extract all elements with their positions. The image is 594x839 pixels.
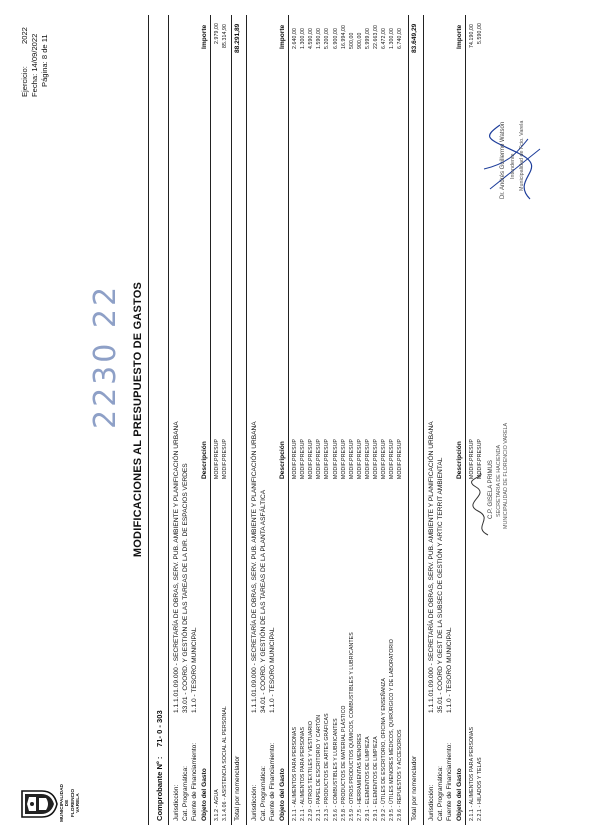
fuente-value: 1.1.0 - TESORO MUNICIPAL [446,627,453,713]
row-importe: 6.900,00 [332,28,339,49]
row-importe: 1.300,00 [300,28,307,49]
signatory-left-name: C.P. GISELA PRIMUS [488,460,494,519]
row-descripcion: MODIF.PRESUP [316,438,323,479]
row-importe: 16.994,00 [340,25,347,49]
descripcion-header: Descripción [201,441,208,479]
fuente-value: 1.1.0 - TESORO MUNICIPAL [191,627,198,713]
total-value: 88.291,89 [234,23,241,53]
row-importe: 2.979,00 [214,23,220,44]
row-objeto: 3.1.2 - AGUA [214,789,220,821]
fecha-text: Fecha: 14/09/2022 [30,33,39,97]
municipal-crest-icon [20,789,58,819]
total-label: Total por nomenclador [234,755,241,821]
pagina-text: Página: 8 de 11 [40,34,49,87]
row-objeto: 2.9.1 - ELEMENTOS DE LIMPIEZA [364,736,371,821]
jurisdiccion-value: 1.1.1.01.09.000 - SECRETARÍA DE OBRAS, SERV. PUB. AMBIENTE Y PLANIFICACIÓN URBANA [173,421,180,713]
jurisdiccion-value: 1.1.1.01.09.000 - SECRETARÍA DE OBRAS, SERV. PUB. AMBIENTE Y PLANIFICACIÓN URBANA [251,421,258,713]
ejercicio-value: 2022 [20,27,29,44]
table-header-divider [288,15,289,825]
row-importe: 1.590,00 [316,28,323,49]
cat-programatica-label: Cat. Programática: [437,766,444,821]
signatory-right-institution: Municipalidad de Fcio. Varela [519,120,525,191]
cat-programatica-value: 33.01 - COORD. Y GESTIÓN DE LAS TAREAS DE LA DIR. DE ESPACIOS VERDES [182,463,189,713]
row-importe: 85.314,90 [222,24,228,48]
row-objeto: 2.1.1 - ALIMENTOS PARA PERSONAS [469,726,475,821]
row-descripcion: MODIF.PRESUP [356,438,363,479]
row-objeto: 2.9.1 - ELEMENTOS DE LIMPIEZA [373,736,379,821]
row-objeto: 2.9.5 - ÚTILES MENORES MÉDICOS, QUIRÚRGICO Y DE LABORATORIO [389,639,396,821]
row-objeto: 2.5.6 - COMBUSTIBLES Y LUBRICANTES [332,718,339,821]
row-descripcion: MODIF.PRESUP [214,438,220,479]
row-importe: 6.740,00 [397,28,404,49]
cat-programatica-value: 34.01 - COORD. Y GESTIÓN DE LAS TAREAS DE LA PLANTA ASFÁLTICA [260,489,267,713]
row-importe: 1.300,00 [389,28,396,49]
row-descripcion: MODIF.PRESUP [300,438,307,479]
signatory-right-name: Dr. Andrés Guillermo Watson [500,121,506,199]
row-descripcion: MODIF.PRESUP [477,438,483,479]
jurisdiccion-label: Jurisdicción: [173,784,180,821]
row-objeto: 2.5.8 - PRODUCTOS DE MATERIAL PLÁSTICO [340,705,347,821]
row-descripcion: MODIF.PRESUP [308,438,315,479]
row-objeto: 2.7.5 - HERRAMIENTAS MENORES [356,733,363,821]
row-descripcion: MODIF.PRESUP [340,438,347,479]
row-importe: 22.663,00 [373,25,379,49]
row-objeto: 2.2.9 - OTROS TEXTILES Y VESTUARIO [308,721,315,821]
importe-header: Importe [201,24,208,49]
row-importe: 900,00 [356,32,363,49]
row-importe: 74.190,00 [469,24,475,48]
row-descripcion: MODIF.PRESUP [373,438,379,479]
signatory-left-role: SECRETARIA DE HACIENDA [496,444,502,517]
jurisdiccion-label: Jurisdicción: [428,784,435,821]
row-importe: 2.640,00 [292,28,298,49]
descripcion-header: Descripción [456,441,463,479]
row-importe: 6.472,00 [381,28,388,49]
row-descripcion: MODIF.PRESUP [364,438,371,479]
row-objeto: 2.5.9 - OTROS PRODUCTOS QUÍMICOS, COMBUSTIBLES Y LUBRICANTES [348,632,355,821]
row-objeto: 2.2.1 - HILADOS Y TELAS [477,757,483,821]
fuente-label: Fuente de Financiamiento: [191,742,198,821]
fuente-label: Fuente de Financiamiento: [446,742,453,821]
row-descripcion: MODIF.PRESUP [324,438,331,479]
row-descripcion: MODIF.PRESUP [222,438,228,479]
section-divider [423,15,424,825]
fuente-value: 1.1.0 - TESORO MUNICIPAL [269,627,276,713]
importe-header: Importe [279,24,286,49]
section-divider [246,15,247,825]
objeto-header: Objeto del Gasto [279,768,286,821]
signatory-right-role: Intendente [510,153,516,179]
row-importe: 4.590,00 [308,28,315,49]
header-divider [148,15,149,825]
row-objeto: 2.1.1 - ALIMENTOS PARA PERSONAS [300,726,307,821]
objeto-header: Objeto del Gasto [201,768,208,821]
row-importe: 5.200,00 [324,28,331,49]
row-importe: 5.999,00 [364,28,371,49]
page-title: MODIFICACIONES AL PRESUPUESTO DE GASTOS [132,281,144,558]
handwritten-stamp-number: 2230 22 [88,283,123,429]
descripcion-header: Descripción [279,441,286,479]
section-divider [168,15,169,825]
comprobante-value: 71- 0 - 303 [155,710,164,747]
row-importe: 5.590,00 [477,23,483,44]
row-descripcion: MODIF.PRESUP [348,438,355,479]
row-objeto: 2.3.3 - PRODUCTOS DE ARTES GRÁFICAS [324,713,331,821]
ejercicio-label: Ejercicio: [20,66,29,97]
table-header-divider [465,15,466,825]
row-objeto: 2.9.6 - REPUESTOS Y ACCESORIOS [397,729,404,821]
table-header-divider [210,15,211,825]
total-divider [231,15,232,825]
cat-programatica-value: 35.01 - COORD Y GEST DE LA SUBSEC DE GESTIÓN Y ARTIC TERRIT AMBIENTAL [437,457,444,713]
comprobante-label: Comprobante Nº : [155,756,164,821]
fuente-label: Fuente de Financiamiento: [269,742,276,821]
row-descripcion: MODIF.PRESUP [389,438,396,479]
cat-programatica-label: Cat. Programática: [182,766,189,821]
row-objeto: 3.1.4.06 - ASISTENCIA SOCIAL AL PERSONAL [222,706,228,821]
objeto-header: Objeto del Gasto [456,768,463,821]
row-descripcion: MODIF.PRESUP [292,438,298,479]
total-divider [408,15,409,825]
total-value: 83.649,29 [411,23,418,53]
importe-header: Importe [456,24,463,49]
municipality-name [60,781,82,825]
row-objeto: 2.1.1 - ALIMENTOS PARA PERSONAS [292,726,298,821]
row-descripcion: MODIF.PRESUP [332,438,339,479]
jurisdiccion-label: Jurisdicción: [251,784,258,821]
jurisdiccion-value: 1.1.1.01.09.000 - SECRETARÍA DE OBRAS, SERV. PUB. AMBIENTE Y PLANIFICACIÓN URBANA [428,421,435,713]
municipality-name-line: DE [65,799,71,807]
row-descripcion: MODIF.PRESUP [397,438,404,479]
row-descripcion: MODIF.PRESUP [381,438,388,479]
municipality-name-line: MUNICIPALIDAD [60,783,65,823]
cat-programatica-label: Cat. Programática: [260,766,267,821]
signatory-left-institution: MUNICIPALIDAD DE FLORENCIO VARELA [503,422,509,529]
row-descripcion: MODIF.PRESUP [469,438,475,479]
total-label: Total por nomenclador [411,755,418,821]
municipality-name-line: FLORENCIO VARELA [70,788,82,818]
row-importe: 500,00 [348,32,355,49]
row-objeto: 2.9.2 - ÚTILES DE ESCRITORIO, OFICINA Y ENSEÑANZA [381,678,388,821]
row-objeto: 2.3.1 - PAPEL DE ESCRITORIO Y CARTÓN [316,714,323,821]
